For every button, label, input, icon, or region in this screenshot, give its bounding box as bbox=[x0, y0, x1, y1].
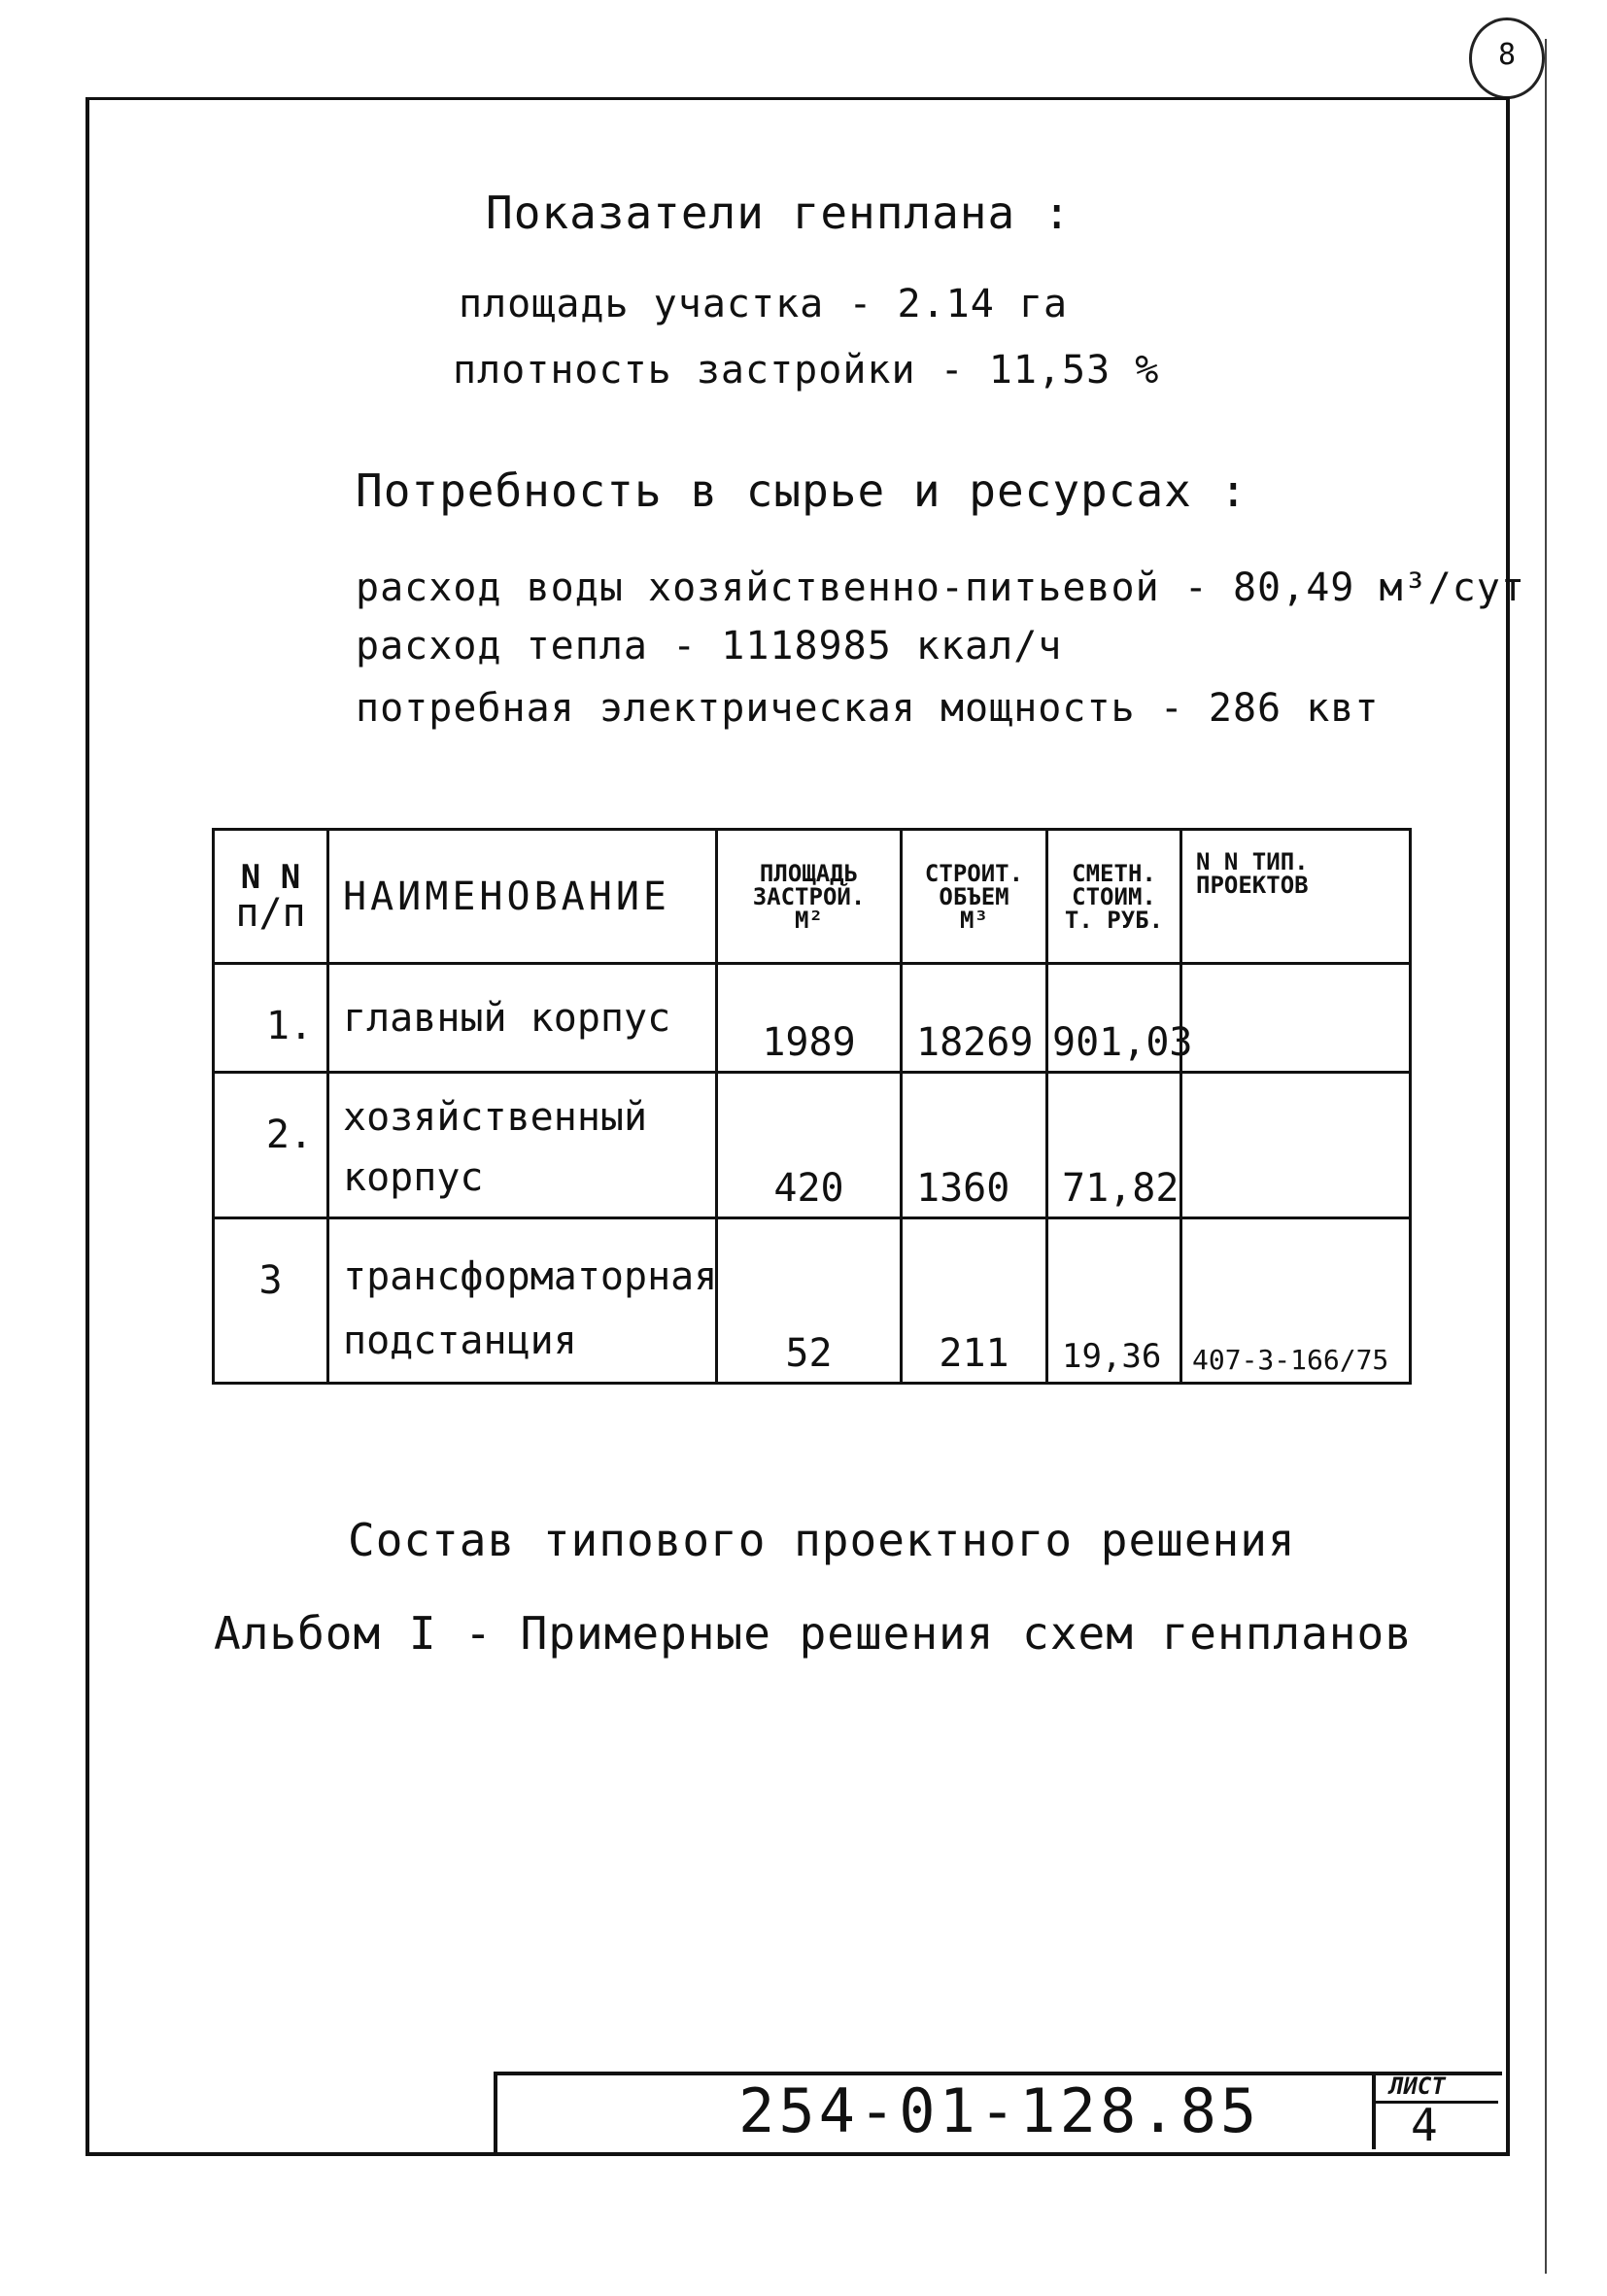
corner-circle-mark: 8 bbox=[1469, 17, 1545, 99]
resources-title: Потребность в сырье и ресурсах : bbox=[356, 464, 1248, 517]
resource-water: расход воды хозяйственно-питьевой - 80,49 м³/сут bbox=[356, 565, 1525, 610]
row-volume: 211 bbox=[902, 1218, 1047, 1384]
document-code: 254-01-128.85 bbox=[738, 2075, 1261, 2146]
row-volume: 18269 bbox=[902, 964, 1047, 1073]
genplan-line-area: площадь участка - 2.14 га bbox=[459, 282, 1069, 326]
header-volume bbox=[902, 830, 1047, 964]
composition-title: Состав типового проектного решения bbox=[348, 1514, 1296, 1566]
row-name bbox=[328, 1073, 717, 1218]
resource-power: потребная электрическая мощность - 286 квт bbox=[356, 686, 1380, 731]
composition-album: Альбом I - Примерные решения схем генпланов bbox=[214, 1607, 1413, 1660]
header-num-line: п/п bbox=[235, 890, 306, 936]
title-block-divider bbox=[1372, 2072, 1376, 2149]
row-area: 52 bbox=[717, 1218, 902, 1384]
header-projects-line: ПРОЕКТОВ bbox=[1196, 872, 1309, 899]
row-cost: 71,82 bbox=[1047, 1073, 1181, 1218]
table-row bbox=[214, 1218, 1411, 1384]
row-name-line: корпус bbox=[343, 1155, 484, 1200]
header-cost-line: СТОИМ. bbox=[1072, 882, 1156, 910]
header-area-line: ПЛОЩАДЬ bbox=[759, 859, 859, 887]
row-num: 3 bbox=[214, 1218, 328, 1384]
row-area: 1989 bbox=[717, 964, 902, 1073]
header-volume-line: ОБЪЕМ bbox=[939, 882, 1009, 910]
header-area bbox=[717, 830, 902, 964]
header-projects bbox=[1181, 830, 1411, 964]
row-project bbox=[1181, 1073, 1411, 1218]
row-name-line: главный корпус bbox=[343, 996, 671, 1041]
table-row bbox=[214, 964, 1411, 1073]
header-cost-line: СМЕТН. bbox=[1072, 859, 1156, 887]
row-name-line: трансформаторная bbox=[343, 1254, 718, 1299]
row-cost: 901,03 bbox=[1047, 964, 1181, 1073]
genplan-line-density: плотность застройки - 11,53 % bbox=[453, 348, 1160, 393]
header-area-line: ЗАСТРОЙ. bbox=[752, 882, 866, 910]
table-header-row bbox=[214, 830, 1411, 964]
header-name: НАИМЕНОВАНИЕ bbox=[328, 830, 717, 964]
header-volume-line: СТРОИТ. bbox=[924, 859, 1024, 887]
header-cost bbox=[1047, 830, 1181, 964]
row-num: 1. bbox=[214, 964, 328, 1073]
row-name bbox=[328, 964, 717, 1073]
buildings-table bbox=[212, 828, 1412, 1385]
resource-heat: расход тепла - 1118985 ккал/ч bbox=[356, 624, 1063, 668]
row-area: 420 bbox=[717, 1073, 902, 1218]
header-volume-line: М³ bbox=[960, 906, 988, 934]
row-name-line: хозяйственный bbox=[343, 1095, 648, 1140]
row-cost: 19,36 bbox=[1047, 1218, 1181, 1384]
row-project bbox=[1181, 964, 1411, 1073]
header-num-line: N N bbox=[240, 857, 301, 897]
sheet-number: 4 bbox=[1411, 2099, 1438, 2151]
header-cost-line: Т. РУБ. bbox=[1064, 906, 1164, 934]
table-row bbox=[214, 1073, 1411, 1218]
margin-line bbox=[1545, 39, 1547, 2274]
genplan-title: Показатели генплана : bbox=[486, 187, 1072, 239]
row-volume: 1360 bbox=[902, 1073, 1047, 1218]
sheet-label: ЛИСТ bbox=[1389, 2073, 1446, 2100]
row-name bbox=[328, 1218, 717, 1384]
header-num bbox=[214, 830, 328, 964]
header-area-line: М² bbox=[795, 906, 823, 934]
header-projects-line: N N ТИП. bbox=[1196, 848, 1309, 875]
row-num: 2. bbox=[214, 1073, 328, 1218]
row-name-line: подстанция bbox=[343, 1319, 577, 1363]
row-project: 407-3-166/75 bbox=[1181, 1218, 1411, 1384]
